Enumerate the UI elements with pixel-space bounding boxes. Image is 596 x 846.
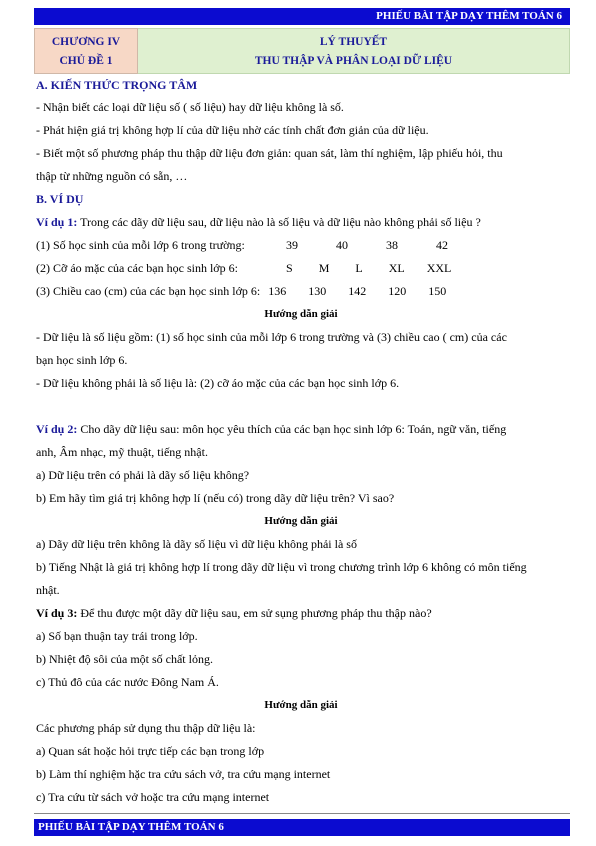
example-3-label: Ví dụ 3:	[36, 606, 78, 620]
example-3-intro: Các phương pháp sử dụng thu thập dữ liệu là:	[36, 721, 256, 735]
example-2-question-b: b) Em hãy tìm giá trị không hợp lí (nếu có) trong dãy dữ liệu trên? Vì sao?	[36, 491, 395, 505]
example-3-question-a: a) Số bạn thuận tay trái trong lớp.	[36, 629, 198, 643]
row-2-value: XL	[388, 261, 405, 275]
row-1-value: 38	[386, 238, 398, 252]
example-1-label: Ví dụ 1:	[36, 215, 78, 229]
example-1-solution-1: - Dữ liệu là số liệu gồm: (1) số học sinh của mỗi lớp 6 trong trường và (3) chiều cao ( cm) của các	[36, 330, 507, 344]
row-1-label: (1) Số học sinh của mỗi lớp 6 trong trường:	[36, 238, 245, 252]
row-2-value: S	[286, 261, 293, 275]
example-3-text: Để thu được một dãy dữ liệu sau, em sử sụng phương pháp thu thập nào?	[77, 606, 432, 620]
row-3-value: 142	[348, 284, 367, 298]
example-3-solution-b: b) Làm thí nghiệm hặc tra cứu sách vở, tra cứu mạng internet	[36, 767, 331, 781]
example-3-solution-a: a) Quan sát hoặc hỏi trực tiếp các bạn trong lớp	[36, 744, 265, 758]
chapter-header	[34, 28, 570, 74]
row-3-label: (3) Chiều cao (cm) của các bạn học sinh lớp 6:	[36, 284, 261, 298]
row-1-value: 42	[436, 238, 448, 252]
example-2-prompt	[36, 422, 506, 437]
example-1-row-2	[36, 261, 475, 276]
row-3-value: 120	[388, 284, 407, 298]
example-2-text-2: anh, Âm nhạc, mỹ thuật, tiếng nhật.	[36, 445, 208, 459]
example-2-text: Cho dãy dữ liệu sau: môn học yêu thích của các bạn học sinh lớp 6: Toán, ngữ văn, tiếng	[77, 422, 507, 436]
example-1-text: Trong các dãy dữ liệu sau, dữ liệu nào là số liệu và dữ liệu nào không phải số liệu ?	[77, 215, 481, 229]
top-banner: PHIẾU BÀI TẬP DẠY THÊM TOÁN 6	[34, 8, 570, 25]
example-2-solution-b: b) Tiếng Nhật là giá trị không hợp lí trong dãy dữ liệu vì trong chương trình lớp 6 không có môn tiếng	[36, 560, 527, 574]
section-a-line-3: - Biết một số phương pháp thu thập dữ liệu đơn giản: quan sát, làm thí nghiệm, lập phiếu hỏi, thu	[36, 146, 503, 160]
example-3-question-c: c) Thủ đô của các nước Đông Nam Á.	[36, 675, 219, 689]
example-1-prompt	[36, 215, 481, 230]
section-a-heading: A. KIẾN THỨC TRỌNG TÂM	[36, 78, 198, 92]
section-a-line-2: - Phát hiện giá trị không hợp lí của dữ liệu nhờ các tính chất đơn giản của dữ liệu.	[36, 123, 429, 137]
example-1-guide-heading: Hướng dẫn giải	[264, 308, 338, 320]
example-3-guide-heading: Hướng dẫn giải	[264, 699, 338, 711]
title-line-2: THU THẬP VÀ PHÂN LOẠI DỮ LIỆU	[254, 54, 453, 67]
example-1-row-1	[36, 238, 472, 253]
example-1-solution-1b: bạn học sinh lớp 6.	[36, 353, 128, 367]
example-3-prompt	[36, 606, 432, 621]
row-2-value: M	[318, 261, 330, 275]
row-3-value: 136	[268, 284, 287, 298]
topic-label: CHỦ ĐỀ 1	[59, 54, 113, 67]
example-1-solution-2: - Dữ liệu không phải là số liệu là: (2) cỡ áo mặc của các bạn học sinh lớp 6.	[36, 376, 400, 390]
bottom-banner: PHIẾU BÀI TẬP DẠY THÊM TOÁN 6	[34, 819, 570, 836]
example-2-label: Ví dụ 2:	[36, 422, 78, 436]
row-3-value: 150	[428, 284, 447, 298]
chapter-box	[34, 28, 138, 74]
example-3-question-b: b) Nhiệt độ sôi của một số chất lỏng.	[36, 652, 213, 666]
example-1-row-3	[36, 284, 470, 299]
row-2-value: XXL	[426, 261, 452, 275]
section-b-heading: B. VÍ DỤ	[36, 192, 84, 206]
title-line-1: LÝ THUYẾT	[319, 35, 388, 48]
row-2-label: (2) Cỡ áo mặc của các bạn học sinh lớp 6:	[36, 261, 238, 275]
title-box	[138, 28, 570, 74]
section-a-line-1: - Nhận biết các loại dữ liệu số ( số liệu) hay dữ liệu không là số.	[36, 100, 344, 114]
example-2-solution-b2: nhật.	[36, 583, 60, 597]
example-2-guide-heading: Hướng dẫn giải	[264, 515, 338, 527]
example-2-question-a: a) Dữ liệu trên có phải là dãy số liệu không?	[36, 468, 250, 482]
row-2-value: L	[355, 261, 363, 275]
chapter-label: CHƯƠNG IV	[51, 35, 121, 48]
row-1-value: 40	[336, 238, 348, 252]
row-3-value: 130	[308, 284, 327, 298]
row-1-value: 39	[286, 238, 298, 252]
section-a-line-3b: thập từ những nguồn có sẵn, …	[36, 169, 188, 183]
example-2-solution-a: a) Dãy dữ liệu trên không là dãy số liệu vì dữ liệu không phải là số	[36, 537, 357, 551]
example-3-solution-c: c) Tra cứu từ sách vở hoặc tra cứu mạng internet	[36, 790, 270, 804]
footer-rule	[34, 813, 570, 814]
